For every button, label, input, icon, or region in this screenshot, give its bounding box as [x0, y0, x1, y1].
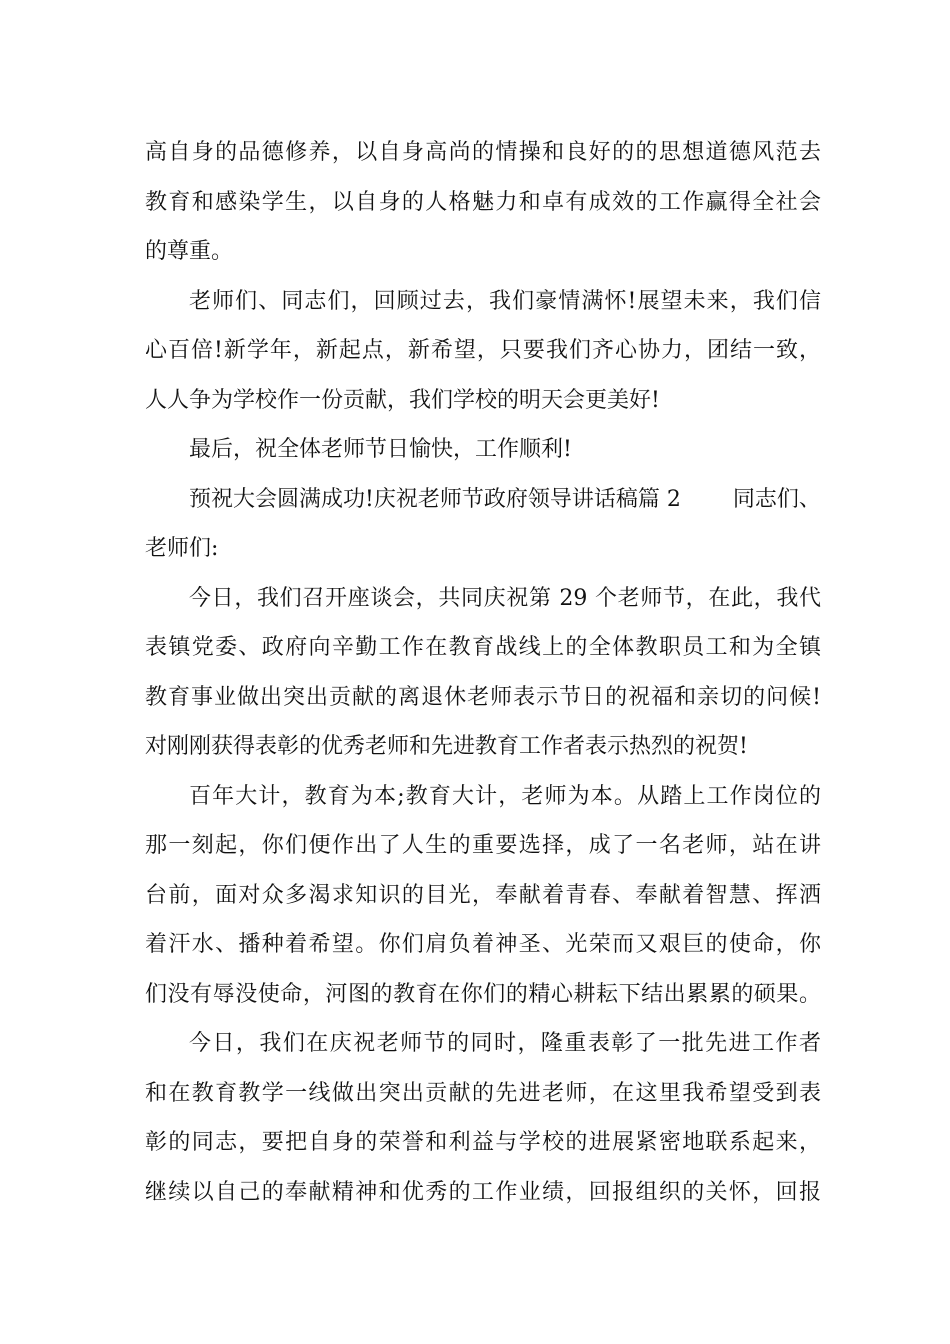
text-line: 最后，祝全体老师节日愉快，工作顺利! [189, 437, 572, 462]
text-line: 们没有辱没使命，河图的教育在你们的精心耕耘下结出累累的硕果。 [145, 981, 821, 1007]
text-line: 彰的同志，要把自身的荣誉和利益与学校的进展紧密地联系起来， [145, 1130, 821, 1155]
text-line-part: 预祝大会圆满成功!庆祝老师节政府领导讲话稿篇 2 [189, 486, 681, 512]
text-line: 表镇党委、政府向辛勤工作在教育战线上的全体教职员工和为全镇 [145, 635, 821, 660]
body-text [145, 128, 821, 1217]
text-line: 那一刻起，你们便作出了人生的重要选择，成了一名老师，站在讲 [145, 833, 821, 858]
text-line: 的尊重。 [145, 239, 234, 264]
text-line-part: 同志们、 [732, 486, 821, 512]
text-line: 百年大计，教育为本;教育大计，老师为本。从踏上工作岗位的 [189, 783, 821, 809]
text-line: 对刚刚获得表彰的优秀老师和先进教育工作者表示热烈的祝贺! [145, 734, 748, 759]
text-line [145, 475, 821, 525]
text-line: 和在教育教学一线做出突出贡献的先进老师，在这里我希望受到表 [145, 1080, 821, 1106]
text-line: 今日，我们召开座谈会，共同庆祝第 29 个老师节，在此，我代 [189, 585, 821, 611]
text-line: 教育和感染学生，以自身的人格魅力和卓有成效的工作赢得全社会 [145, 189, 821, 215]
text-line: 教育事业做出突出贡献的离退休老师表示节日的祝福和亲切的问候! [145, 684, 821, 710]
text-line: 高自身的品德修养，以自身高尚的情操和良好的的思想道德风范去 [145, 140, 821, 165]
text-line: 着汗水、播种着希望。你们肩负着神圣、光荣而又艰巨的使命，你 [145, 932, 821, 957]
text-line: 继续以自己的奉献精神和优秀的工作业绩，回报组织的关怀，回报 [145, 1179, 821, 1205]
text-line: 老师们: [145, 536, 219, 561]
text-line: 心百倍!新学年，新起点，新希望，只要我们齐心协力，团结一致， [145, 338, 821, 363]
text-line: 人人争为学校作一份贡献，我们学校的明天会更美好! [145, 387, 660, 413]
text-line: 老师们、同志们，回顾过去，我们豪情满怀!展望未来，我们信 [189, 288, 821, 314]
text-line: 台前，面对众多渴求知识的目光，奉献着青春、奉献着智慧、挥洒 [145, 882, 821, 908]
text-line: 今日，我们在庆祝老师节的同时，隆重表彰了一批先进工作者 [189, 1031, 821, 1056]
